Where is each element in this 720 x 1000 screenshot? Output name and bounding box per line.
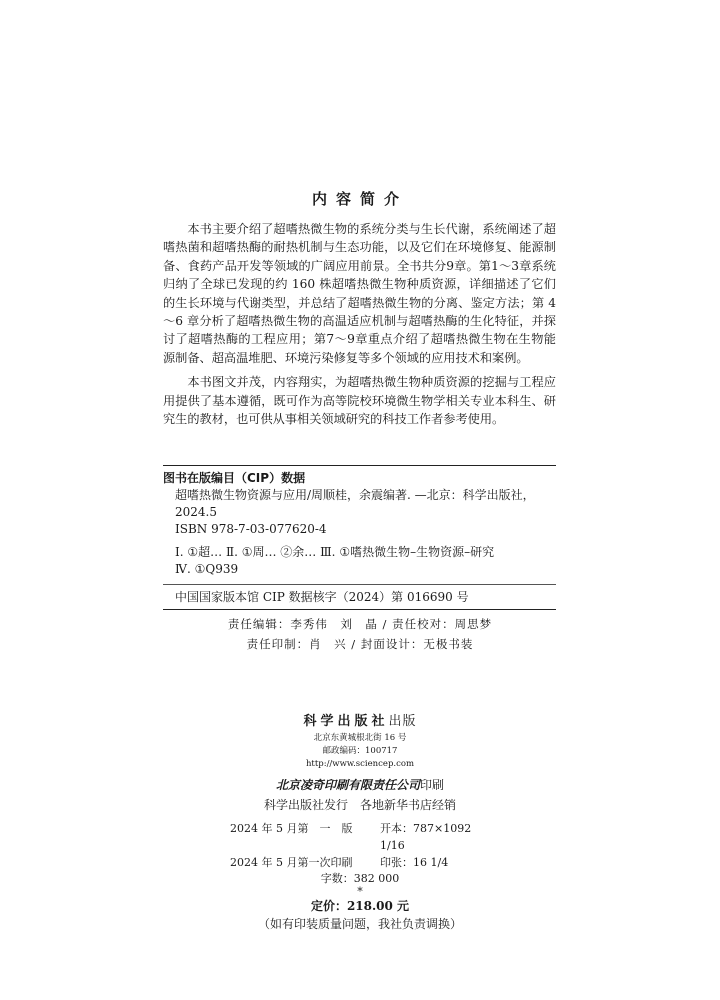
- cip-isbn: ISBN 978-7-03-077620-4: [175, 522, 327, 536]
- printer-name-text: 北京凌奇印刷有限责任公司: [275, 778, 420, 792]
- publisher-name-suffix: 出版: [388, 714, 417, 729]
- colophon-row-1: [0, 820, 720, 854]
- printing-info: 2024 年 5 月第一次印刷: [230, 856, 353, 869]
- publisher-name-text: 科学出版社: [303, 714, 389, 729]
- printer-name: [0, 775, 720, 795]
- cip-classification-1: Ⅰ. ①超… Ⅱ. ①周… ②余… Ⅲ. ①嗜热微生物–生物资源–研究: [175, 545, 495, 559]
- issuer: 科学出版社发行: [263, 798, 348, 812]
- publisher-block: [0, 712, 720, 815]
- colophon-block: [0, 820, 720, 933]
- publisher-postcode: 邮政编码：100717: [322, 746, 398, 756]
- publisher-website: http://www.sciencep.com: [305, 759, 415, 769]
- sheets-info: 印张：16 1/4: [380, 856, 449, 869]
- quality-notice: （如有印装质量问题，我社负责调换）: [257, 917, 462, 931]
- intro-abstract: [163, 220, 556, 434]
- colophon-row-2: [0, 854, 720, 871]
- cip-block: [163, 465, 556, 610]
- intro-paragraph-2: 本书图文并茂，内容翔实，为超嗜热微生物种质资源的挖掘与工程应用提供了基本遵循，既可作为高等院校环境微生物学相关专业本科生、研究生的教材，也可供从事相关领域研究的科技工作者参考使用。: [163, 375, 556, 427]
- word-count: 字数：382 000: [320, 872, 400, 885]
- format-info: 开本：787×1092 1/16: [380, 822, 472, 852]
- cip-heading: 图书在版编目（CIP）数据: [163, 471, 306, 485]
- edition-info: 2024 年 5 月第 一 版: [230, 822, 353, 835]
- credits-production: 责任印制：肖 兴 / 封面设计：无极书装: [246, 637, 474, 651]
- cip-line-1: 超嗜热微生物资源与应用/周顺桂，余震编著. —北京：科学出版社，: [175, 488, 535, 502]
- cip-verification: 中国国家版本馆 CIP 数据核字（2024）第 016690 号: [163, 584, 556, 609]
- price: 定价：218.00 元: [310, 899, 410, 913]
- intro-title: 内容简介: [311, 190, 408, 208]
- publisher-address: 北京东黄城根北街 16 号: [313, 733, 407, 743]
- publisher-name: [0, 712, 720, 732]
- separator-star: *: [357, 885, 363, 898]
- cip-line-2: 2024.5: [175, 505, 217, 519]
- cip-classification-2: Ⅳ. ①Q939: [175, 562, 239, 576]
- intro-paragraph-1: 本书主要介绍了超嗜热微生物的系统分类与生长代谢，系统阐述了超嗜热菌和超嗜热酶的耐热机制与生态功能，以及它们在环境修复、能源制备、食药产品开发等领域的广阔应用前景。全书共分9章。第1～3章系统归纳了全球已发现的约 160 株超嗜热微生物种质资源，详细描述了它们的生长环境与代谢类型，并总结了超嗜热微生物的分离、鉴定方法；第 4～6 章分析了超嗜热微生物的高温适应机制与超嗜热酶的生化特征，并探讨了超嗜热酶的工程应用；第7～9章重点介绍了超嗜热微生物在生物能源制备、超高温堆肥、环境污染修复等多个领域的应用技术和案例。: [163, 222, 556, 365]
- credits-block: [0, 614, 720, 654]
- distributor: 各地新华书店经销: [360, 798, 457, 812]
- printer-suffix: 印刷: [420, 778, 445, 792]
- credits-editors: 责任编辑：李秀伟 刘 晶 / 责任校对：周思梦: [227, 617, 493, 631]
- distribution-line: [0, 795, 720, 815]
